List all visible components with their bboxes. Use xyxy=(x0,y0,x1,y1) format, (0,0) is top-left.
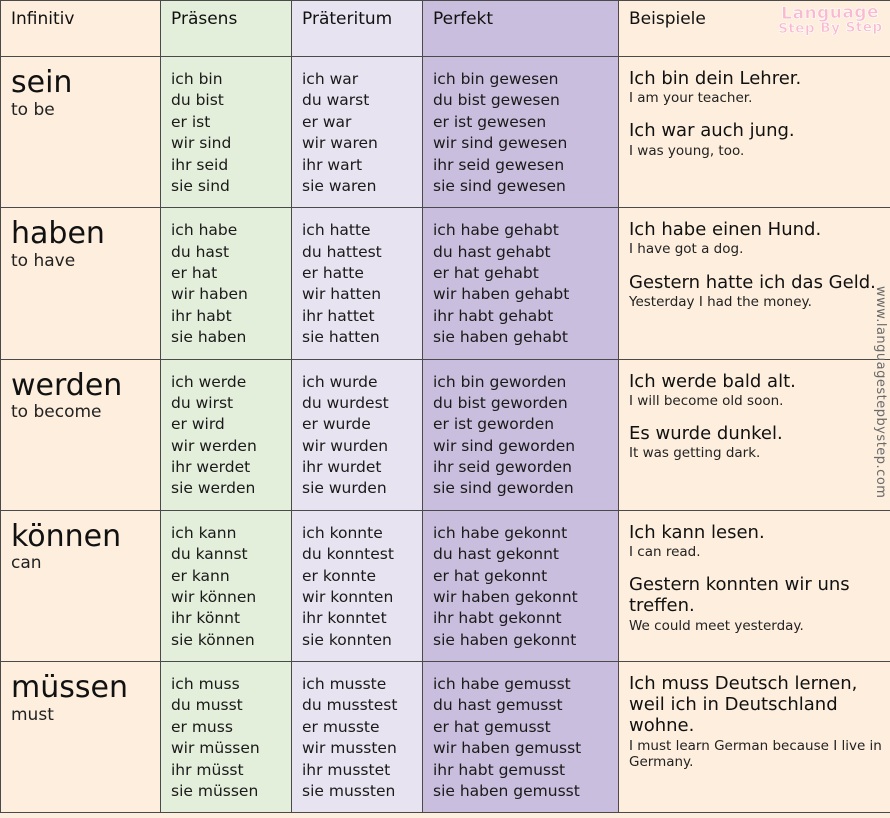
cell-perfekt xyxy=(423,208,619,359)
example-sentence-de: Ich kann lesen. xyxy=(629,521,765,543)
example-sentence-en: I will become old soon. xyxy=(629,392,784,409)
conjugation-item: du hattest xyxy=(302,242,382,261)
conjugation-item: wir sind gewesen xyxy=(433,134,568,153)
conjugation-item: sie wurden xyxy=(302,479,387,498)
conjugation-list-perfekt xyxy=(423,511,618,661)
conjugation-list-perfekt xyxy=(423,360,618,510)
conjugation-item: wir mussten xyxy=(302,739,397,758)
conjugation-item: du bist gewesen xyxy=(433,91,560,110)
conjugation-list-perfekt xyxy=(423,208,618,358)
conjugation-item: wir konnten xyxy=(302,587,394,606)
conjugation-item: ihr hattet xyxy=(302,306,375,325)
conjugation-item: wir haben gekonnt xyxy=(433,587,578,606)
conjugation-item: wir können xyxy=(171,587,257,606)
example-sentence-de: Gestern konnten wir uns treffen. xyxy=(629,574,850,617)
conjugation-item: er hatte xyxy=(302,264,364,282)
conjugation-list-praesens xyxy=(161,662,291,812)
conjugation-item: ihr musstet xyxy=(302,760,391,779)
example-sentence-en: It was getting dark. xyxy=(629,445,761,462)
conjugation-item: ich kann xyxy=(171,523,237,542)
conjugation-item: wir sind xyxy=(171,134,232,153)
conjugation-item: ich bin geworden xyxy=(433,372,567,391)
cell-beispiele xyxy=(619,662,890,813)
conjugation-item: ihr habt gehabt xyxy=(433,306,554,325)
example-sentence-de: Es wurde dunkel. xyxy=(629,422,783,444)
conjugation-item: ich muss xyxy=(171,675,240,693)
example-sentence-de: Ich war auch jung. xyxy=(629,120,795,142)
conjugation-item: du hast gehabt xyxy=(433,242,551,261)
cell-praeteritum xyxy=(292,359,423,510)
conjugation-item: du bist geworden xyxy=(433,393,568,412)
conjugation-item: ihr wurdet xyxy=(302,458,382,476)
conjugation-item: er wurde xyxy=(302,415,371,434)
conjugation-list-praeteritum xyxy=(292,208,422,358)
conjugation-item: wir haben xyxy=(171,285,248,304)
infinitive-de: können xyxy=(11,518,122,554)
conjugation-item: wir haben gehabt xyxy=(433,285,570,304)
conjugation-item: ihr konntet xyxy=(302,609,387,628)
conjugation-item: sie hatten xyxy=(302,328,380,347)
conjugation-item: du hast gemusst xyxy=(433,696,563,715)
example-sentence-de: Gestern hatte ich das Geld. xyxy=(629,271,876,293)
conjugation-item: ihr habt xyxy=(171,306,232,325)
conjugation-list-praeteritum xyxy=(292,57,422,207)
infinitive-en: to become xyxy=(11,402,102,422)
infinitive-en: to have xyxy=(11,250,76,271)
conjugation-list-praeteritum xyxy=(292,511,422,661)
conjugation-list-praesens xyxy=(161,511,291,661)
conjugation-item: ihr wart xyxy=(302,155,363,174)
column-header-praeteritum: Präteritum xyxy=(292,1,423,57)
column-header-praesens: Präsens xyxy=(161,1,292,57)
column-header-beispiele-label: Beispiele xyxy=(629,9,706,29)
cell-beispiele xyxy=(619,208,890,359)
conjugation-item: ich habe xyxy=(171,221,238,240)
conjugation-item: wir müssen xyxy=(171,739,260,758)
example-sentence-en: Yesterday I had the money. xyxy=(629,293,812,310)
cell-beispiele xyxy=(619,57,890,208)
conjugation-item: ihr werdet xyxy=(171,458,251,476)
conjugation-item: du musst xyxy=(171,696,243,715)
column-header-infinitiv: Infinitiv xyxy=(1,1,161,57)
cell-praesens xyxy=(161,57,292,208)
conjugation-item: sie sind geworden xyxy=(433,479,574,498)
infinitive-de: haben xyxy=(11,216,105,252)
conjugation-item: sie mussten xyxy=(302,781,396,800)
conjugation-item: er ist gewesen xyxy=(433,112,547,131)
cell-praeteritum xyxy=(292,662,423,813)
table-header-row xyxy=(1,1,890,57)
table-row xyxy=(1,208,890,359)
cell-praesens xyxy=(161,359,292,510)
cell-praeteritum xyxy=(292,208,423,359)
conjugation-item: wir waren xyxy=(302,134,378,153)
conjugation-item: ich war xyxy=(302,70,359,88)
cell-infinitive xyxy=(1,510,161,661)
example-sentence-de: Ich habe einen Hund. xyxy=(629,219,822,241)
column-header-beispiele xyxy=(619,1,890,57)
conjugation-item: er ist xyxy=(171,112,211,131)
conjugation-list-perfekt xyxy=(423,662,618,812)
example-sentence-de: Ich bin dein Lehrer. xyxy=(629,68,802,89)
brand-logo-line1: Language xyxy=(780,2,879,24)
conjugation-item: er hat gemusst xyxy=(433,717,551,736)
conjugation-item: er wird xyxy=(171,415,225,434)
conjugation-item: wir werden xyxy=(171,436,257,455)
conjugation-item: er ist geworden xyxy=(433,415,555,434)
conjugation-list-praesens xyxy=(161,208,291,358)
conjugation-item: ich musste xyxy=(302,675,387,693)
cell-praeteritum xyxy=(292,57,423,208)
conjugation-item: du warst xyxy=(302,91,370,110)
brand-logo-line2: Step By Step xyxy=(777,19,883,37)
conjugation-item: du hast xyxy=(171,242,230,261)
conjugation-item: er war xyxy=(302,112,352,131)
conjugation-item: du musstest xyxy=(302,696,398,715)
conjugation-item: er kann xyxy=(171,566,230,585)
conjugation-item: er muss xyxy=(171,717,233,736)
conjugation-item: du wurdest xyxy=(302,393,389,412)
conjugation-item: ihr habt gemusst xyxy=(433,760,566,779)
table-row xyxy=(1,359,890,510)
conjugation-item: wir wurden xyxy=(302,436,389,455)
table-row xyxy=(1,57,890,208)
example-sentence-en: I have got a dog. xyxy=(629,241,744,258)
conjugation-item: du hast gekonnt xyxy=(433,545,559,564)
cell-infinitive xyxy=(1,57,161,208)
conjugation-item: er hat xyxy=(171,264,218,282)
conjugation-item: sie haben gekonnt xyxy=(433,630,577,649)
conjugation-item: sie konnten xyxy=(302,630,392,649)
infinitive-en: must xyxy=(11,704,54,725)
conjugation-item: ihr seid xyxy=(171,155,229,174)
conjugation-item: ihr könnt xyxy=(171,609,241,628)
cell-infinitive xyxy=(1,662,161,813)
conjugation-list-praeteritum xyxy=(292,662,422,812)
conjugation-item: ich habe gemusst xyxy=(433,675,571,693)
conjugation-item: sie haben gemusst xyxy=(433,781,580,800)
example-sentence-de: Ich muss Deutsch lernen, weil ich in Deutschland wohne. xyxy=(629,673,858,737)
cell-perfekt xyxy=(423,359,619,510)
conjugation-item: wir haben gemusst xyxy=(433,739,582,758)
example-sentence-en: I was young, too. xyxy=(629,142,745,159)
conjugation-item: er konnte xyxy=(302,566,377,585)
brand-logo xyxy=(777,4,882,36)
conjugation-item: ich bin gewesen xyxy=(433,70,559,88)
example-sentence-en: We could meet yesterday. xyxy=(629,617,804,634)
conjugation-item: ich wurde xyxy=(302,372,378,391)
conjugation-item: ihr müsst xyxy=(171,760,244,779)
cell-infinitive xyxy=(1,208,161,359)
infinitive-de: werden xyxy=(11,367,123,403)
conjugation-item: ich habe gekonnt xyxy=(433,523,568,542)
cell-praesens xyxy=(161,510,292,661)
cell-praesens xyxy=(161,662,292,813)
conjugation-item: sie können xyxy=(171,630,255,649)
conjugation-item: du konntest xyxy=(302,545,394,564)
conjugation-item: ich konnte xyxy=(302,523,383,542)
conjugation-item: ihr habt gekonnt xyxy=(433,609,562,628)
conjugation-item: wir hatten xyxy=(302,285,382,304)
infinitive-de: müssen xyxy=(11,670,128,705)
conjugation-item: er hat gekonnt xyxy=(433,566,548,585)
example-sentence-en: I am your teacher. xyxy=(629,90,753,107)
infinitive-en: can xyxy=(11,553,42,574)
conjugation-item: wir sind geworden xyxy=(433,436,576,455)
cell-perfekt xyxy=(423,510,619,661)
cell-infinitive xyxy=(1,359,161,510)
conjugation-item: er hat gehabt xyxy=(433,264,539,282)
conjugation-item: sie sind xyxy=(171,176,230,195)
table-row xyxy=(1,510,890,661)
conjugation-list-praesens xyxy=(161,360,291,510)
conjugation-item: ich hatte xyxy=(302,221,371,240)
cell-perfekt xyxy=(423,662,619,813)
conjugation-list-praeteritum xyxy=(292,360,422,510)
cell-beispiele xyxy=(619,510,890,661)
cell-perfekt xyxy=(423,57,619,208)
conjugation-item: sie sind gewesen xyxy=(433,176,566,195)
example-sentence-en: I can read. xyxy=(629,543,701,560)
conjugation-item: ich bin xyxy=(171,70,223,88)
example-sentence-de: Ich werde bald alt. xyxy=(629,370,796,392)
conjugation-item: ihr seid geworden xyxy=(433,458,572,476)
infinitive-en: to be xyxy=(11,99,55,120)
infinitive-de: sein xyxy=(11,65,73,100)
conjugation-item: sie haben xyxy=(171,328,247,347)
conjugation-item: er musste xyxy=(302,717,380,736)
example-sentence-en: I must learn German because I live in Germany. xyxy=(629,737,882,770)
table-row xyxy=(1,662,890,813)
cell-praesens xyxy=(161,208,292,359)
cell-praeteritum xyxy=(292,510,423,661)
column-header-perfekt: Perfekt xyxy=(423,1,619,57)
conjugation-item: du bist xyxy=(171,91,224,110)
conjugation-item: ich habe gehabt xyxy=(433,221,559,240)
conjugation-item: du wirst xyxy=(171,393,234,412)
conjugation-item: sie werden xyxy=(171,479,256,498)
website-watermark: www.languagestepbystep.com xyxy=(873,286,888,499)
cell-beispiele xyxy=(619,359,890,510)
conjugation-item: ihr seid gewesen xyxy=(433,155,565,174)
conjugation-item: sie waren xyxy=(302,176,377,195)
conjugation-list-perfekt xyxy=(423,57,618,207)
conjugation-item: ich werde xyxy=(171,372,247,391)
conjugation-item: sie haben gehabt xyxy=(433,328,568,347)
conjugation-list-praesens xyxy=(161,57,291,207)
conjugation-item: sie müssen xyxy=(171,781,259,800)
conjugation-item: du kannst xyxy=(171,545,248,564)
